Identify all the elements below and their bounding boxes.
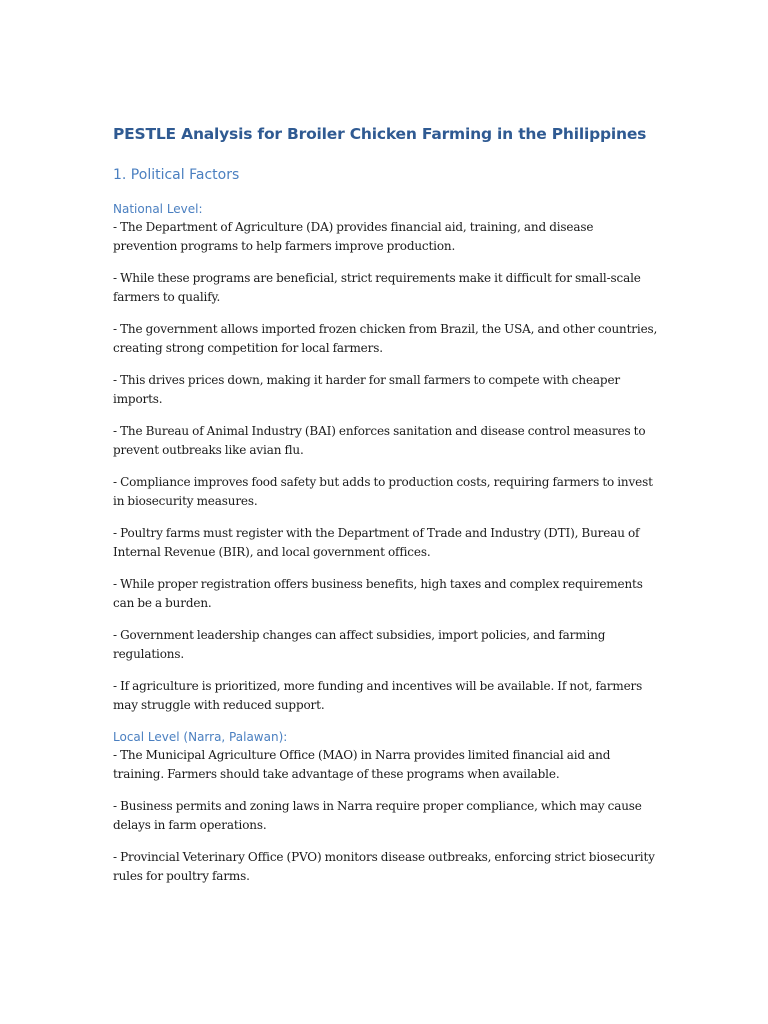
paragraph: - If agriculture is prioritized, more funding and incentives will be available. If not, farmers may struggle with reduced support. [113, 679, 643, 712]
paragraph: - The government allows imported frozen chicken from Brazil, the USA, and other countries, creating strong competition for local farmers. [113, 322, 658, 355]
paragraph: - The Municipal Agriculture Office (MAO) in Narra provides limited financial aid and training. Farmers should take advantage of these programs when available. [113, 748, 611, 781]
paragraph: - Compliance improves food safety but adds to production costs, requiring farmers to invest in biosecurity measures. [113, 475, 653, 508]
section-heading-political: 1. Political Factors [113, 167, 240, 183]
subsection-national [113, 200, 660, 715]
paragraph: - Government leadership changes can affect subsidies, import policies, and farming regulations. [113, 628, 606, 661]
paragraph: - Provincial Veterinary Office (PVO) monitors disease outbreaks, enforcing strict biosecurity rules for poultry farms. [113, 850, 655, 883]
subheading-local-level: Local Level (Narra, Palawan): [113, 730, 288, 744]
paragraph: - The Department of Agriculture (DA) provides financial aid, training, and disease prevention programs to help farmers improve production. [113, 220, 594, 253]
paragraph: - While these programs are beneficial, strict requirements make it difficult for small-scale farmers to qualify. [113, 271, 641, 304]
paragraph: - Poultry farms must register with the Department of Trade and Industry (DTI), Bureau of Internal Revenue (BIR), and local government offices. [113, 526, 640, 559]
paragraph: - Business permits and zoning laws in Narra require proper compliance, which may cause delays in farm operations. [113, 799, 642, 832]
paragraph: - This drives prices down, making it harder for small farmers to compete with cheaper imports. [113, 373, 620, 406]
paragraph: - While proper registration offers business benefits, high taxes and complex requirements can be a burden. [113, 577, 643, 610]
document-title: PESTLE Analysis for Broiler Chicken Farming in the Philippines [113, 125, 647, 143]
subheading-national-level: National Level: [113, 202, 203, 216]
paragraph: - The Bureau of Animal Industry (BAI) enforces sanitation and disease control measures to prevent outbreaks like avian flu. [113, 424, 646, 457]
subsection-local [113, 728, 660, 886]
